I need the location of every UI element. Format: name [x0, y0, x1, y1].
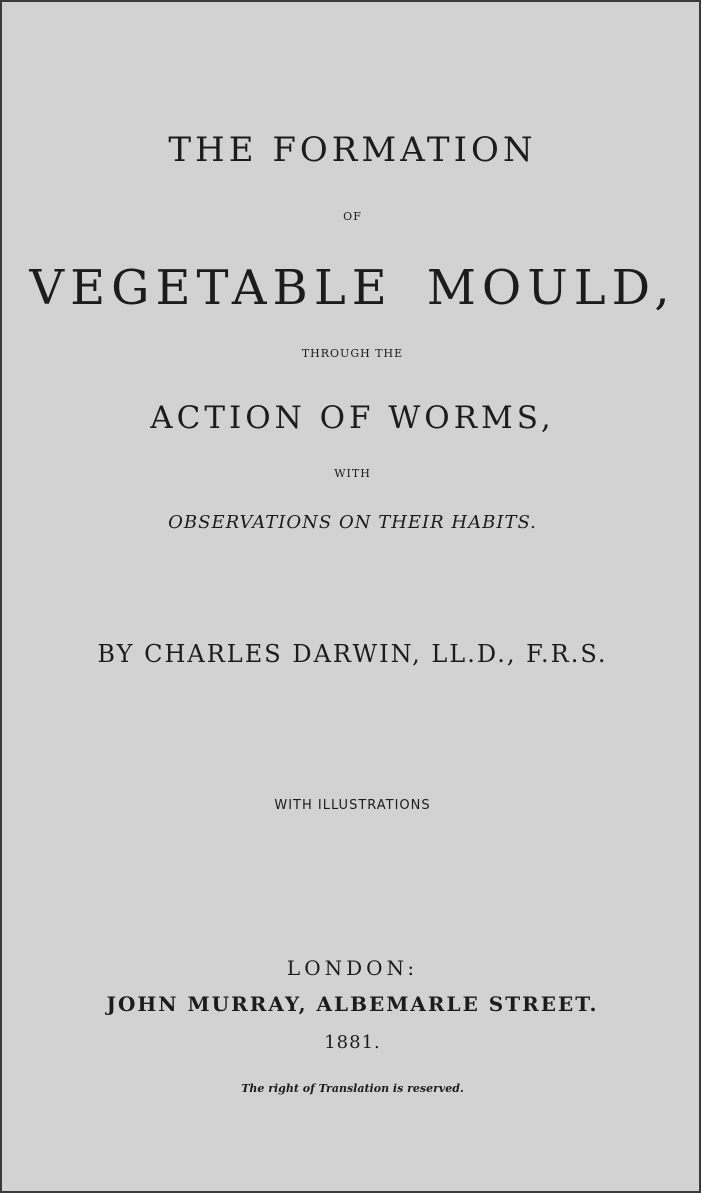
author-line: BY CHARLES DARWIN, LL.D., F.R.S. — [97, 640, 608, 668]
title-line-of: OF — [343, 210, 362, 223]
rights-note: The right of Translation is reserved. — [241, 1082, 464, 1095]
title-word-mould: MOULD, — [426, 260, 676, 316]
title-line-action-of-worms: ACTION OF WORMS, — [150, 400, 555, 436]
imprint-publisher: JOHN MURRAY, ALBEMARLE STREET. — [106, 992, 599, 1016]
title-line-through: THROUGH THE — [301, 347, 404, 360]
title-word-vegetable: VEGETABLE — [29, 260, 393, 316]
imprint-year: 1881. — [324, 1032, 381, 1053]
subtitle-observations: OBSERVATIONS ON THEIR HABITS. — [168, 512, 537, 533]
title-line-formation: THE FORMATION — [168, 130, 537, 170]
illustrations-note: WITH ILLUSTRATIONS — [274, 798, 431, 813]
title-line-vegetable-mould — [2, 260, 701, 316]
imprint-city: LONDON: — [286, 956, 419, 980]
title-line-with: WITH — [334, 467, 371, 480]
